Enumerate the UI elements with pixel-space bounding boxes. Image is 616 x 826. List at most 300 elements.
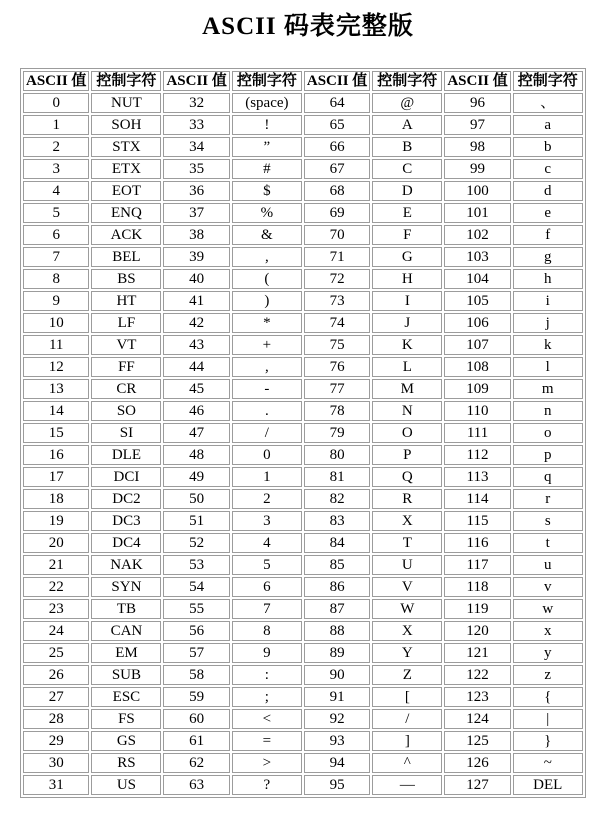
control-char-cell: L (372, 357, 442, 377)
control-char-cell: FF (91, 357, 161, 377)
control-char-cell: B (372, 137, 442, 157)
ascii-value-cell: 18 (23, 489, 89, 509)
control-char-cell: p (513, 445, 583, 465)
ascii-value-cell: 33 (163, 115, 229, 135)
ascii-value-cell: 45 (163, 379, 229, 399)
control-char-cell: i (513, 291, 583, 311)
control-char-cell: H (372, 269, 442, 289)
control-char-cell: STX (91, 137, 161, 157)
control-char-cell: t (513, 533, 583, 553)
control-char-cell: K (372, 335, 442, 355)
control-char-cell: DC3 (91, 511, 161, 531)
table-row (23, 709, 583, 729)
ascii-value-cell: 125 (444, 731, 510, 751)
control-char-cell: F (372, 225, 442, 245)
header-control-char-4: 控制字符 (513, 71, 583, 91)
ascii-value-cell: 65 (304, 115, 370, 135)
ascii-value-cell: 39 (163, 247, 229, 267)
ascii-value-cell: 75 (304, 335, 370, 355)
control-char-cell: e (513, 203, 583, 223)
control-char-cell: SO (91, 401, 161, 421)
control-char-cell: 2 (232, 489, 302, 509)
ascii-value-cell: 6 (23, 225, 89, 245)
table-row (23, 511, 583, 531)
control-char-cell: q (513, 467, 583, 487)
ascii-table-body (23, 93, 583, 795)
ascii-value-cell: 74 (304, 313, 370, 333)
control-char-cell: (space) (232, 93, 302, 113)
ascii-value-cell: 67 (304, 159, 370, 179)
table-row (23, 423, 583, 443)
control-char-cell: SUB (91, 665, 161, 685)
ascii-value-cell: 123 (444, 687, 510, 707)
table-row (23, 775, 583, 795)
control-char-cell: [ (372, 687, 442, 707)
ascii-value-cell: 109 (444, 379, 510, 399)
control-char-cell: ENQ (91, 203, 161, 223)
ascii-value-cell: 87 (304, 599, 370, 619)
table-row (23, 731, 583, 751)
control-char-cell: + (232, 335, 302, 355)
control-char-cell: EM (91, 643, 161, 663)
ascii-value-cell: 64 (304, 93, 370, 113)
ascii-value-cell: 94 (304, 753, 370, 773)
ascii-value-cell: 36 (163, 181, 229, 201)
ascii-value-cell: 34 (163, 137, 229, 157)
control-char-cell: FS (91, 709, 161, 729)
control-char-cell: TB (91, 599, 161, 619)
ascii-value-cell: 95 (304, 775, 370, 795)
control-char-cell: NAK (91, 555, 161, 575)
control-char-cell: SYN (91, 577, 161, 597)
control-char-cell: HT (91, 291, 161, 311)
ascii-value-cell: 82 (304, 489, 370, 509)
control-char-cell: BS (91, 269, 161, 289)
ascii-value-cell: 91 (304, 687, 370, 707)
control-char-cell: M (372, 379, 442, 399)
table-row (23, 577, 583, 597)
control-char-cell: O (372, 423, 442, 443)
ascii-value-cell: 11 (23, 335, 89, 355)
control-char-cell: DC2 (91, 489, 161, 509)
page-title: ASCII 码表完整版 (202, 13, 414, 40)
table-row (23, 621, 583, 641)
ascii-value-cell: 2 (23, 137, 89, 157)
control-char-cell: EOT (91, 181, 161, 201)
table-row (23, 379, 583, 399)
control-char-cell: J (372, 313, 442, 333)
table-row (23, 555, 583, 575)
control-char-cell: DC4 (91, 533, 161, 553)
ascii-value-cell: 111 (444, 423, 510, 443)
control-char-cell: % (232, 203, 302, 223)
ascii-value-cell: 49 (163, 467, 229, 487)
ascii-value-cell: 88 (304, 621, 370, 641)
control-char-cell: 、 (513, 93, 583, 113)
control-char-cell: | (513, 709, 583, 729)
ascii-value-cell: 99 (444, 159, 510, 179)
table-row (23, 753, 583, 773)
table-row (23, 643, 583, 663)
ascii-value-cell: 32 (163, 93, 229, 113)
table-row (23, 225, 583, 245)
ascii-value-cell: 0 (23, 93, 89, 113)
ascii-value-cell: 17 (23, 467, 89, 487)
control-char-cell: 9 (232, 643, 302, 663)
table-row (23, 687, 583, 707)
ascii-value-cell: 40 (163, 269, 229, 289)
table-row (23, 599, 583, 619)
ascii-value-cell: 21 (23, 555, 89, 575)
ascii-value-cell: 98 (444, 137, 510, 157)
ascii-value-cell: 77 (304, 379, 370, 399)
control-char-cell: h (513, 269, 583, 289)
ascii-value-cell: 10 (23, 313, 89, 333)
control-char-cell: m (513, 379, 583, 399)
control-char-cell: D (372, 181, 442, 201)
control-char-cell: j (513, 313, 583, 333)
table-row (23, 665, 583, 685)
control-char-cell: 5 (232, 555, 302, 575)
header-ascii-value-4: ASCII 值 (444, 71, 510, 91)
table-row (23, 533, 583, 553)
control-char-cell: RS (91, 753, 161, 773)
ascii-value-cell: 41 (163, 291, 229, 311)
ascii-value-cell: 50 (163, 489, 229, 509)
ascii-value-cell: 104 (444, 269, 510, 289)
ascii-value-cell: 53 (163, 555, 229, 575)
table-row (23, 489, 583, 509)
ascii-value-cell: 58 (163, 665, 229, 685)
ascii-value-cell: 124 (444, 709, 510, 729)
control-char-cell: g (513, 247, 583, 267)
ascii-value-cell: 63 (163, 775, 229, 795)
ascii-value-cell: 42 (163, 313, 229, 333)
ascii-value-cell: 127 (444, 775, 510, 795)
control-char-cell: # (232, 159, 302, 179)
ascii-value-cell: 31 (23, 775, 89, 795)
control-char-cell: NUT (91, 93, 161, 113)
table-row (23, 291, 583, 311)
ascii-value-cell: 1 (23, 115, 89, 135)
control-char-cell: SI (91, 423, 161, 443)
ascii-value-cell: 68 (304, 181, 370, 201)
ascii-value-cell: 43 (163, 335, 229, 355)
control-char-cell: US (91, 775, 161, 795)
control-char-cell: P (372, 445, 442, 465)
ascii-value-cell: 54 (163, 577, 229, 597)
control-char-cell: 0 (232, 445, 302, 465)
control-char-cell: - (232, 379, 302, 399)
ascii-value-cell: 3 (23, 159, 89, 179)
header-row (23, 71, 583, 91)
control-char-cell: > (232, 753, 302, 773)
control-char-cell: X (372, 621, 442, 641)
ascii-value-cell: 14 (23, 401, 89, 421)
ascii-value-cell: 112 (444, 445, 510, 465)
control-char-cell: k (513, 335, 583, 355)
control-char-cell: DLE (91, 445, 161, 465)
ascii-value-cell: 83 (304, 511, 370, 531)
control-char-cell: c (513, 159, 583, 179)
control-char-cell: , (232, 357, 302, 377)
ascii-value-cell: 76 (304, 357, 370, 377)
header-control-char-1: 控制字符 (91, 71, 161, 91)
ascii-table-header (23, 71, 583, 91)
control-char-cell: Y (372, 643, 442, 663)
ascii-value-cell: 15 (23, 423, 89, 443)
control-char-cell: ^ (372, 753, 442, 773)
ascii-value-cell: 30 (23, 753, 89, 773)
ascii-value-cell: 105 (444, 291, 510, 311)
control-char-cell: ESC (91, 687, 161, 707)
control-char-cell: v (513, 577, 583, 597)
control-char-cell: GS (91, 731, 161, 751)
control-char-cell: ) (232, 291, 302, 311)
ascii-value-cell: 59 (163, 687, 229, 707)
control-char-cell: n (513, 401, 583, 421)
table-row (23, 181, 583, 201)
control-char-cell: 8 (232, 621, 302, 641)
control-char-cell: / (372, 709, 442, 729)
control-char-cell: 7 (232, 599, 302, 619)
control-char-cell: r (513, 489, 583, 509)
ascii-value-cell: 48 (163, 445, 229, 465)
ascii-value-cell: 66 (304, 137, 370, 157)
control-char-cell: 3 (232, 511, 302, 531)
control-char-cell: G (372, 247, 442, 267)
ascii-value-cell: 5 (23, 203, 89, 223)
control-char-cell: b (513, 137, 583, 157)
ascii-value-cell: 108 (444, 357, 510, 377)
ascii-value-cell: 85 (304, 555, 370, 575)
control-char-cell: s (513, 511, 583, 531)
ascii-value-cell: 126 (444, 753, 510, 773)
ascii-value-cell: 69 (304, 203, 370, 223)
control-char-cell: y (513, 643, 583, 663)
control-char-cell: R (372, 489, 442, 509)
ascii-value-cell: 84 (304, 533, 370, 553)
ascii-value-cell: 113 (444, 467, 510, 487)
ascii-value-cell: 60 (163, 709, 229, 729)
ascii-value-cell: 90 (304, 665, 370, 685)
ascii-value-cell: 93 (304, 731, 370, 751)
ascii-value-cell: 7 (23, 247, 89, 267)
ascii-value-cell: 61 (163, 731, 229, 751)
table-row (23, 445, 583, 465)
control-char-cell: @ (372, 93, 442, 113)
control-char-cell: T (372, 533, 442, 553)
control-char-cell: < (232, 709, 302, 729)
ascii-value-cell: 96 (444, 93, 510, 113)
control-char-cell: x (513, 621, 583, 641)
ascii-value-cell: 51 (163, 511, 229, 531)
ascii-value-cell: 37 (163, 203, 229, 223)
control-char-cell: & (232, 225, 302, 245)
ascii-value-cell: 103 (444, 247, 510, 267)
ascii-value-cell: 116 (444, 533, 510, 553)
control-char-cell: ? (232, 775, 302, 795)
ascii-value-cell: 117 (444, 555, 510, 575)
control-char-cell: E (372, 203, 442, 223)
control-char-cell: ETX (91, 159, 161, 179)
control-char-cell: * (232, 313, 302, 333)
header-ascii-value-2: ASCII 值 (163, 71, 229, 91)
ascii-value-cell: 119 (444, 599, 510, 619)
ascii-value-cell: 89 (304, 643, 370, 663)
header-control-char-3: 控制字符 (372, 71, 442, 91)
ascii-value-cell: 80 (304, 445, 370, 465)
ascii-value-cell: 97 (444, 115, 510, 135)
ascii-value-cell: 71 (304, 247, 370, 267)
table-row (23, 313, 583, 333)
ascii-value-cell: 13 (23, 379, 89, 399)
control-char-cell: DEL (513, 775, 583, 795)
ascii-value-cell: 19 (23, 511, 89, 531)
ascii-value-cell: 118 (444, 577, 510, 597)
control-char-cell: C (372, 159, 442, 179)
table-row (23, 93, 583, 113)
ascii-value-cell: 44 (163, 357, 229, 377)
ascii-value-cell: 86 (304, 577, 370, 597)
control-char-cell: LF (91, 313, 161, 333)
ascii-value-cell: 28 (23, 709, 89, 729)
ascii-value-cell: 110 (444, 401, 510, 421)
control-char-cell: N (372, 401, 442, 421)
control-char-cell: A (372, 115, 442, 135)
table-row (23, 357, 583, 377)
control-char-cell: , (232, 247, 302, 267)
table-row (23, 159, 583, 179)
control-char-cell: VT (91, 335, 161, 355)
control-char-cell: ; (232, 687, 302, 707)
control-char-cell: 4 (232, 533, 302, 553)
control-char-cell: o (513, 423, 583, 443)
control-char-cell: f (513, 225, 583, 245)
control-char-cell: l (513, 357, 583, 377)
table-row (23, 269, 583, 289)
ascii-value-cell: 72 (304, 269, 370, 289)
ascii-value-cell: 57 (163, 643, 229, 663)
control-char-cell: ( (232, 269, 302, 289)
control-char-cell: W (372, 599, 442, 619)
control-char-cell: ~ (513, 753, 583, 773)
control-char-cell: 1 (232, 467, 302, 487)
control-char-cell: X (372, 511, 442, 531)
ascii-value-cell: 52 (163, 533, 229, 553)
ascii-value-cell: 107 (444, 335, 510, 355)
ascii-value-cell: 12 (23, 357, 89, 377)
table-row (23, 467, 583, 487)
ascii-value-cell: 20 (23, 533, 89, 553)
control-char-cell: 6 (232, 577, 302, 597)
ascii-value-cell: 114 (444, 489, 510, 509)
header-ascii-value-3: ASCII 值 (304, 71, 370, 91)
ascii-value-cell: 81 (304, 467, 370, 487)
control-char-cell: . (232, 401, 302, 421)
control-char-cell: $ (232, 181, 302, 201)
header-control-char-2: 控制字符 (232, 71, 302, 91)
control-char-cell: : (232, 665, 302, 685)
control-char-cell: ” (232, 137, 302, 157)
ascii-value-cell: 9 (23, 291, 89, 311)
control-char-cell: BEL (91, 247, 161, 267)
control-char-cell: = (232, 731, 302, 751)
control-char-cell: / (232, 423, 302, 443)
control-char-cell: ACK (91, 225, 161, 245)
control-char-cell: — (372, 775, 442, 795)
ascii-value-cell: 27 (23, 687, 89, 707)
ascii-value-cell: 120 (444, 621, 510, 641)
ascii-value-cell: 26 (23, 665, 89, 685)
control-char-cell: w (513, 599, 583, 619)
control-char-cell: } (513, 731, 583, 751)
control-char-cell: U (372, 555, 442, 575)
control-char-cell: z (513, 665, 583, 685)
control-char-cell: u (513, 555, 583, 575)
ascii-value-cell: 55 (163, 599, 229, 619)
control-char-cell: { (513, 687, 583, 707)
ascii-value-cell: 35 (163, 159, 229, 179)
ascii-value-cell: 122 (444, 665, 510, 685)
ascii-value-cell: 22 (23, 577, 89, 597)
ascii-value-cell: 29 (23, 731, 89, 751)
control-char-cell: Z (372, 665, 442, 685)
control-char-cell: Q (372, 467, 442, 487)
ascii-value-cell: 56 (163, 621, 229, 641)
control-char-cell: CR (91, 379, 161, 399)
control-char-cell: ! (232, 115, 302, 135)
control-char-cell: I (372, 291, 442, 311)
control-char-cell: V (372, 577, 442, 597)
table-row (23, 115, 583, 135)
ascii-value-cell: 106 (444, 313, 510, 333)
ascii-value-cell: 115 (444, 511, 510, 531)
ascii-value-cell: 23 (23, 599, 89, 619)
control-char-cell: d (513, 181, 583, 201)
ascii-value-cell: 62 (163, 753, 229, 773)
ascii-value-cell: 25 (23, 643, 89, 663)
table-row (23, 401, 583, 421)
ascii-value-cell: 16 (23, 445, 89, 465)
table-row (23, 137, 583, 157)
ascii-value-cell: 121 (444, 643, 510, 663)
ascii-value-cell: 38 (163, 225, 229, 245)
ascii-value-cell: 73 (304, 291, 370, 311)
ascii-value-cell: 78 (304, 401, 370, 421)
control-char-cell: a (513, 115, 583, 135)
ascii-value-cell: 100 (444, 181, 510, 201)
header-ascii-value-1: ASCII 值 (23, 71, 89, 91)
control-char-cell: ] (372, 731, 442, 751)
ascii-value-cell: 24 (23, 621, 89, 641)
ascii-value-cell: 47 (163, 423, 229, 443)
ascii-value-cell: 102 (444, 225, 510, 245)
control-char-cell: CAN (91, 621, 161, 641)
ascii-code-table (20, 68, 586, 798)
ascii-value-cell: 70 (304, 225, 370, 245)
ascii-value-cell: 92 (304, 709, 370, 729)
control-char-cell: SOH (91, 115, 161, 135)
ascii-value-cell: 79 (304, 423, 370, 443)
table-row (23, 247, 583, 267)
ascii-value-cell: 101 (444, 203, 510, 223)
ascii-value-cell: 8 (23, 269, 89, 289)
ascii-value-cell: 46 (163, 401, 229, 421)
table-row (23, 203, 583, 223)
control-char-cell: DCI (91, 467, 161, 487)
ascii-value-cell: 4 (23, 181, 89, 201)
